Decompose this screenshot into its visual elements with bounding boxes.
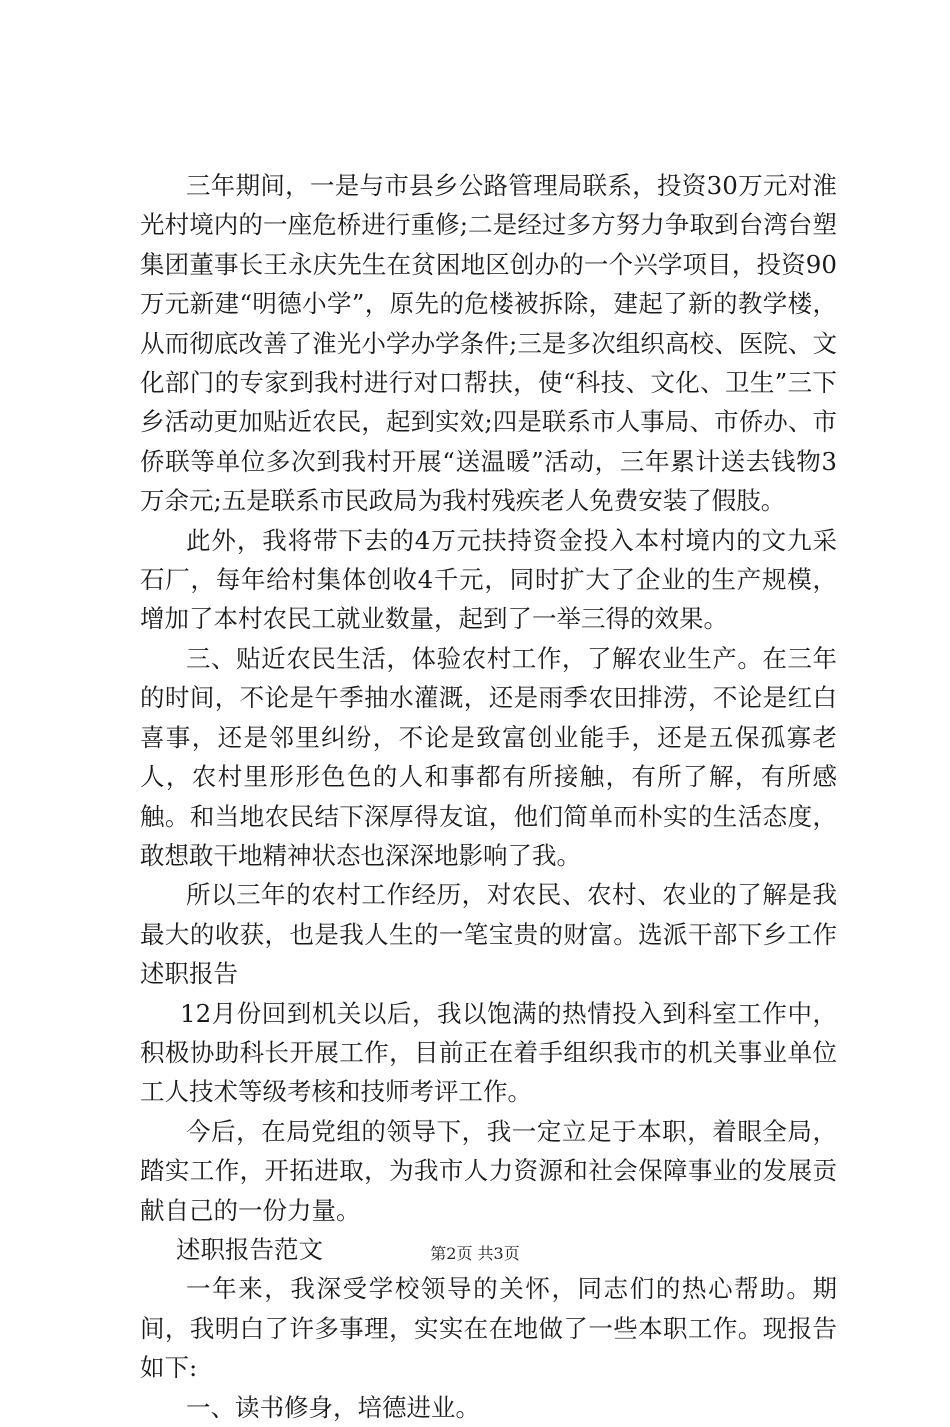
paragraph-2: 此外，我将带下去的4万元扶持资金投入本村境内的文九采石厂，每年给村集体创收4千元，同时扩大了企业的生产规模，增加了本村农民工就业数量，起到了一举三得的效果。 [140, 525, 837, 634]
paragraph-6: 今后，在局党组的领导下，我一定立足于本职，着眼全局，踏实工作，开拓进取，为我市人力资源和社会保障事业的发展贡献自己的一份力量。 [140, 1116, 837, 1225]
section-heading-reading: 一、读书修身，培德进业。 [186, 1392, 480, 1422]
paragraph-1: 三年期间，一是与市县乡公路管理局联系，投资30万元对淮光村境内的一座危桥进行重修;二是经过多方努力争取到台湾台塑集团董事长王永庆先生在贫困地区创办的一个兴学项目，投资90万元新建“明德小学”，原先的危楼被拆除，建起了新的教学楼，从而彻底改善了淮光小学办学条件;三是多次组织高校、医院、文化部门的专家到我村进行对口帮扶，使“科技、文化、卫生”三下乡活动更加贴近农民，起到实效;四是联系市人事局、市侨办、市侨联等单位多次到我村开展“送温暖”活动，三年累计送去钱物3万余元;五是联系市民政局为我村残疾老人免费安装了假肢。 [140, 171, 837, 516]
document-body [140, 166, 837, 1427]
paragraph-7: 一年来，我深受学校领导的关怀，同志们的热心帮助。期间，我明白了许多事理，实实在在地做了一些本职工作。现报告如下: [140, 1274, 837, 1383]
paragraph-4: 所以三年的农村工作经历，对农民、农村、农业的了解是我最大的收获，也是我人生的一笔宝贵的财富。选派干部下乡工作述职报告 [140, 880, 837, 989]
page-number-footer: 第2页 共3页 [430, 1244, 520, 1263]
section-heading-report-sample: 述职报告范文 [176, 1234, 323, 1264]
paragraph-3: 三、贴近农民生活，体验农村工作，了解农业生产。在三年的时间，不论是午季抽水灌溉，还是雨季农田排涝，不论是红白喜事，还是邻里纠纷，不论是致富创业能手，还是五保孤寡老人，农村里形形色色的人和事都有所接触，有所了解，有所感触。和当地农民结下深厚得友谊，他们简单而朴实的生活态度，敢想敢干地精神状态也深深地影响了我。 [140, 643, 837, 870]
paragraph-5: 12月份回到机关以后，我以饱满的热情投入到科室工作中，积极协助科长开展工作，目前正在着手组织我市的机关事业单位工人技术等级考核和技师考评工作。 [140, 998, 837, 1107]
